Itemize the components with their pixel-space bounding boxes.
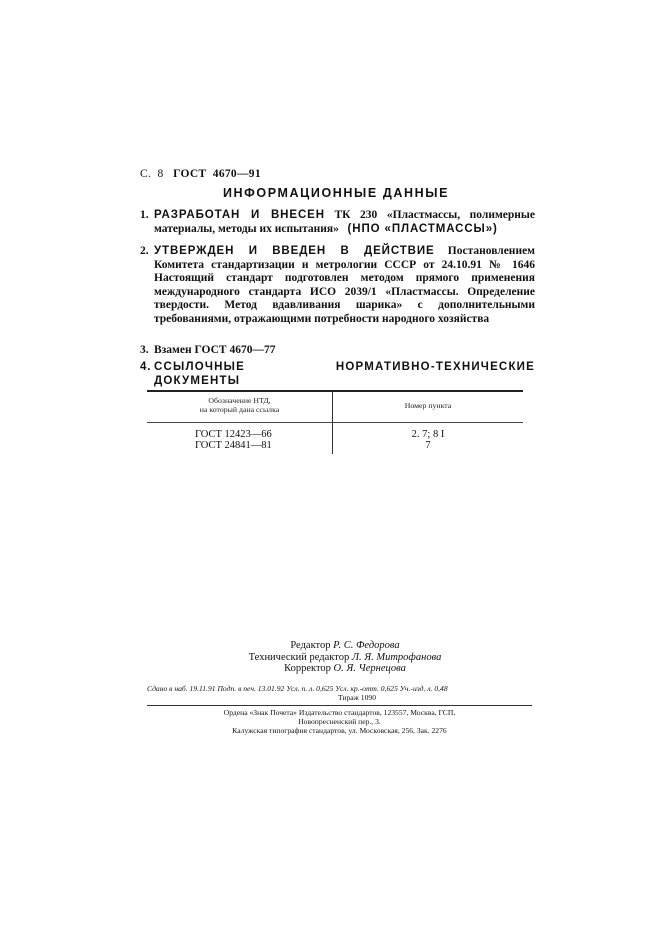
- imprint-rule: [147, 705, 532, 706]
- printer-line: Калужская типография стандартов, ул. Московская, 256, Зак. 2276: [232, 726, 447, 735]
- standard-number: 4670—91: [212, 168, 261, 180]
- item-heading: УТВЕРЖДЕН И ВВЕДЕН В ДЕЙСТВИЕ: [154, 245, 435, 257]
- info-item-1: [140, 209, 535, 236]
- page-prefix: С.: [140, 168, 152, 180]
- item-number: 2.: [140, 245, 149, 257]
- imprint-print-details: Сдано в наб. 19.11.91 Подп. в печ. 13.01.92 Усл. п. л. 0,625 Усл. кр.-отт. 0,625 Уч.-изд. л. 0,48: [147, 684, 448, 693]
- table-cell-item: 7: [425, 440, 431, 451]
- section-title: ИНФОРМАЦИОННЫЕ ДАННЫЕ: [222, 186, 450, 200]
- publisher-line-2: Новопресненский пер., 3.: [298, 717, 381, 726]
- item-text: Взамен ГОСТ 4670—77: [154, 344, 276, 356]
- table-top-rule: [147, 390, 523, 392]
- item-text: ТК 230 «Пластмассы, полимерные материалы, методы их испытания»: [154, 209, 535, 235]
- publisher-line-1: Ордена «Знак Почета» Издательство стандартов, 123557, Москва, ГСП,: [223, 708, 456, 717]
- item-number: 3.: [140, 344, 149, 356]
- table-header-rule: [147, 422, 523, 423]
- item-number: 4.: [140, 361, 152, 373]
- page-number: 8: [157, 168, 164, 180]
- item-org: (НПО «ПЛАСТМАССЫ»): [347, 222, 498, 235]
- tech-editor-line: Технический редактор Л. Я. Митрофанова: [248, 651, 442, 663]
- item-column: [333, 429, 523, 451]
- info-item-4: [140, 361, 535, 388]
- info-item-2: [140, 245, 535, 327]
- standard-label: ГОСТ: [173, 168, 207, 180]
- header-item-number: Номер пункта: [404, 401, 452, 410]
- item-heading: ССЫЛОЧНЫЕ НОРМАТИВНО-ТЕХНИЧЕСКИЕ ДОКУМЕНТЫ: [154, 361, 535, 387]
- header-doc-designation: Обозначение НТД, на который дана ссылка: [199, 396, 280, 414]
- info-item-3: [140, 344, 535, 358]
- proofreader-line: Корректор О. Я. Чернецова: [284, 663, 406, 674]
- item-text: Постановлением Комитета стандартизации и метрологии СССР от 24.10.91 № 1646: [154, 245, 536, 271]
- doc-column: [195, 429, 272, 451]
- imprint: [147, 684, 532, 735]
- editorial-credits: [220, 640, 470, 675]
- item-text-extra: Настоящий стандарт подготовлен методом прямого применения международного стандарта ИСО 2039/1 «Пластмассы. Определение твердости. Метод вдавливания шарика» с дополнительными требованиями, отражающими потребности народного хозяйства: [154, 272, 535, 325]
- table-cell-doc: ГОСТ 12423—66: [195, 429, 272, 440]
- table-cell-doc: ГОСТ 24841—81: [195, 440, 272, 451]
- imprint-circulation: Тираж 1090: [337, 693, 376, 702]
- table-cell-item: 2. 7; 8 I: [411, 429, 445, 440]
- item-heading: РАЗРАБОТАН И ВНЕСЕН: [154, 209, 325, 221]
- editor-line: Редактор Р. С. Федорова: [290, 640, 400, 651]
- page-header: [140, 168, 261, 180]
- item-number: 1.: [140, 209, 149, 221]
